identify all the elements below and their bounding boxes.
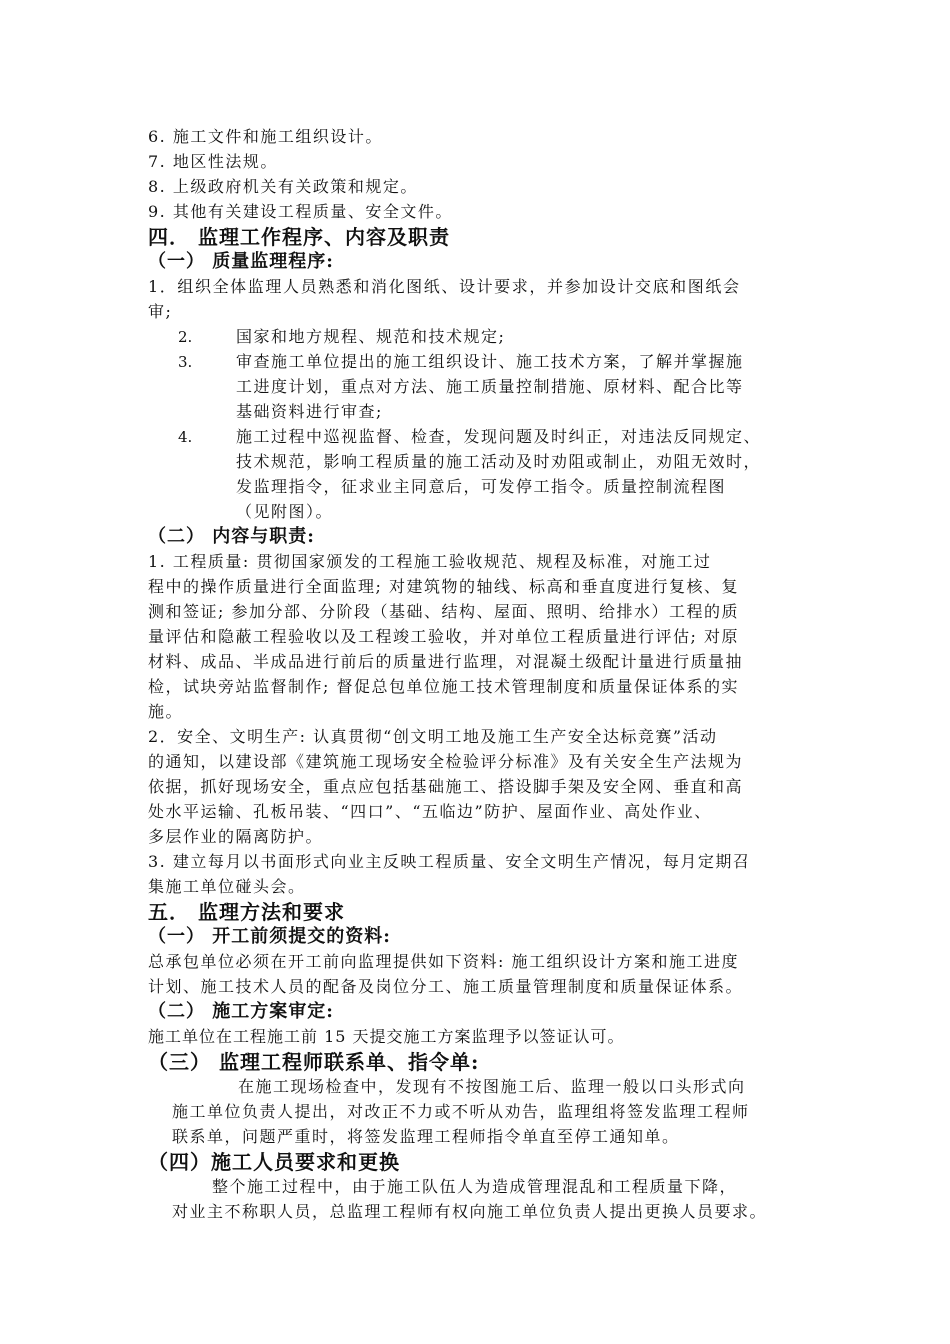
paragraph-line: 量评估和隐蔽工程验收以及工程竣工验收，并对单位工程质量进行评估; 对原 xyxy=(148,627,739,646)
paragraph-line: 程中的操作质量进行全面监理; 对建筑物的轴线、标高和垂直度进行复核、复 xyxy=(148,577,739,596)
list-item-line: 基础资料进行审查; xyxy=(236,402,383,421)
paragraph-line: 施工单位在工程施工前 15 天提交施工方案监理予以签证认可。 xyxy=(148,1027,625,1046)
subsection-heading: （四）施工人员要求和更换 xyxy=(148,1150,400,1174)
list-item-line: （见附图）。 xyxy=(236,502,334,521)
list-number: 4. xyxy=(178,428,193,446)
paragraph-line: 3. 建立每月以书面形式向业主反映工程质量、安全文明生产情况，每月定期召 xyxy=(148,852,751,871)
list-item-line: 发监理指令，征求业主同意后，可发停工指令。质量控制流程图 xyxy=(236,477,727,496)
paragraph-line: 在施工现场检查中，发现有不按图施工后、监理一般以口头形式向 xyxy=(238,1077,746,1096)
paragraph-line: 总承包单位必须在开工前向监理提供如下资料: 施工组织设计方案和施工进度 xyxy=(148,952,739,971)
list-item-line: 国家和地方规程、规范和技术规定; xyxy=(236,327,506,346)
paragraph-line: 集施工单位碰头会。 xyxy=(148,877,306,896)
reference-item: 8. 上级政府机关有关政策和规定。 xyxy=(148,177,418,196)
list-number: 2. xyxy=(178,328,193,346)
paragraph-line: 多层作业的隔离防护。 xyxy=(148,827,324,846)
paragraph-line: 计划、施工技术人员的配备及岗位分工、施工质量管理制度和质量保证体系。 xyxy=(148,977,744,996)
section-four-heading: 四． 监理工作程序、内容及职责 xyxy=(148,225,450,249)
section-five-heading: 五． 监理方法和要求 xyxy=(148,900,345,924)
list-number: 3. xyxy=(178,353,193,371)
paragraph-line: 施工单位负责人提出，对改正不力或不听从劝告，监理组将签发监理工程师 xyxy=(172,1102,750,1121)
reference-item: 6. 施工文件和施工组织设计。 xyxy=(148,127,383,146)
paragraph-line: 审; xyxy=(148,302,173,321)
paragraph-line: 的通知，以建设部《建筑施工现场安全检验评分标准》及有关安全生产法规为 xyxy=(148,752,744,771)
reference-item: 7. 地区性法规。 xyxy=(148,152,278,171)
list-item-line: 施工过程中巡视监督、检查，发现问题及时纠正，对违法反同规定、 xyxy=(236,427,762,446)
list-item-line: 技术规范，影响工程质量的施工活动及时劝阻或制止，劝阻无效时， xyxy=(236,452,762,471)
list-item-line: 审查施工单位提出的施工组织设计、施工技术方案，了解并掌握施 xyxy=(236,352,744,371)
paragraph-line: 2．安全、文明生产: 认真贯彻“创文明工地及施工生产安全达标竞赛”活动 xyxy=(148,727,718,746)
paragraph-line: 1．组织全体监理人员熟悉和消化图纸、设计要求，并参加设计交底和图纸会 xyxy=(148,277,741,296)
reference-item: 9. 其他有关建设工程质量、安全文件。 xyxy=(148,202,453,221)
paragraph-line: 检，试块旁站监督制作; 督促总包单位施工技术管理制度和质量保证体系的实 xyxy=(148,677,739,696)
subsection-heading: （一） 开工前须提交的资料: xyxy=(148,926,391,947)
paragraph-line: 处水平运输、孔板吊装、“四口”、“五临边”防护、屋面作业、高处作业、 xyxy=(148,802,712,821)
paragraph-line: 材料、成品、半成品进行前后的质量进行监理，对混凝土级配计量进行质量抽 xyxy=(148,652,744,671)
paragraph-line: 依据，抓好现场安全，重点应包括基础施工、搭设脚手架及安全网、垂直和高 xyxy=(148,777,744,796)
subsection-heading: （三） 监理工程师联系单、指令单: xyxy=(148,1050,480,1074)
subsection-heading: （一） 质量监理程序: xyxy=(148,251,334,272)
paragraph-line: 施。 xyxy=(148,702,184,721)
paragraph-line: 1. 工程质量: 贯彻国家颁发的工程施工验收规范、规程及标准，对施工过 xyxy=(148,552,712,571)
subsection-heading: （二） 内容与职责: xyxy=(148,526,315,547)
paragraph-line: 联系单，问题严重时，将签发监理工程师指令单直至停工通知单。 xyxy=(172,1127,680,1146)
paragraph-line: 对业主不称职人员，总监理工程师有权向施工单位负责人提出更换人员要求。 xyxy=(172,1202,768,1221)
subsection-heading: （二） 施工方案审定: xyxy=(148,1001,334,1022)
paragraph-line: 测和签证; 参加分部、分阶段（基础、结构、屋面、照明、给排水）工程的质 xyxy=(148,602,739,621)
list-item-line: 工进度计划，重点对方法、施工质量控制措施、原材料、配合比等 xyxy=(236,377,744,396)
paragraph-line: 整个施工过程中，由于施工队伍人为造成管理混乱和工程质量下降， xyxy=(212,1177,738,1196)
